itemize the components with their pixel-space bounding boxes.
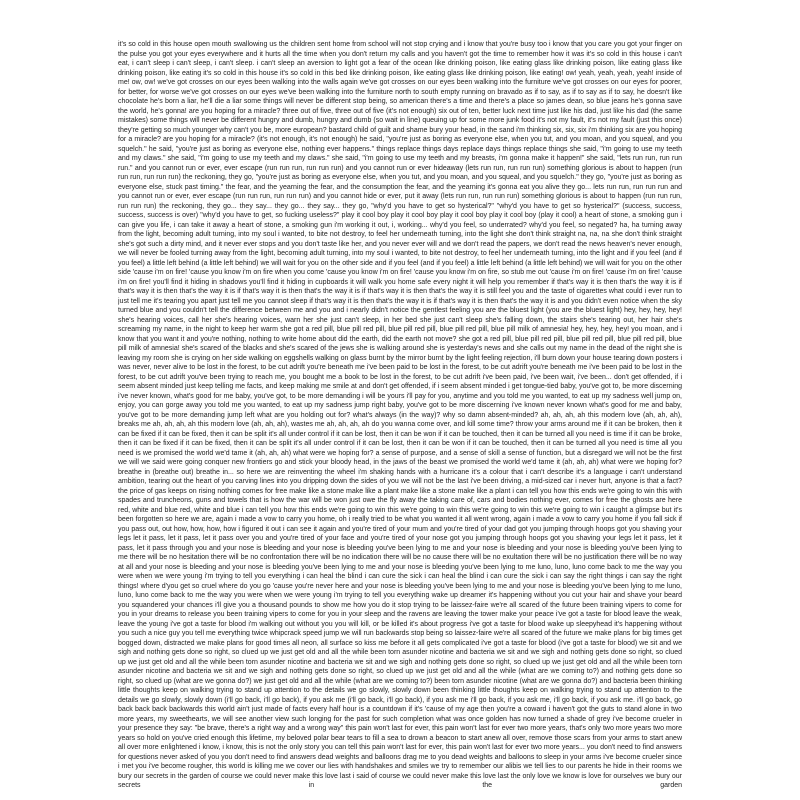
lyrics-text-block: it's so cold in this house open mouth swallowing us the children sent home from school will not stop crying and i know that you're busy too i know that you care you got your finger on the pulse you got your eyes everywhere and it hurts all the time when you don't return my calls and you haven't got the time to remember how it was it's so cold in this house i can't eat, i can't sleep i can't sleep, i can't sleep. i can't sleep an aversion to light got a fear of the ocean like drinking poison, like eating glass like drinking poison, like eating glass like drinking poison, like eating it's so cold in this house it's so cold in this bed like drinking poison, like eating glass like drinking poison, like eating! ow! yeah, yeah, yeah, yeah! inside of me! ow, ow! we've got crosses on our eyes been walking into the walls again we've got crosses on our eyes been walking into the furniture we've got crosses on our eyes for poorer, for better, for worse we've got crosses on our eyes we've been walking into the furniture north to south empty running on bravado as if to say, as if to say as if to say, he doesn't like chocolate he's born a liar, he'll die a liar some things will never be different stop being, so american there's a time and there's a place so james dean, so blue jeans he's gonna save the world, he's gonna! are you hoping for a miracle? three out of five, three out of five (it's not enough) six out of ten, better luck next time just like his dad, just like his dad (the same mistakes) some things will never be different hungry and dumb, hungry and dumb (so wait in line) queuing up for some more junk food it's not my fault, it's not my fault (just this once) they're getting so much younger why can't you be, more european? bastard child of guilt and shame bury your head, in the sand i'm thinking six, six, six i'm thinking six are you hoping for a miracle? are you hoping for a miracle? (it's not enough, it's not enough) he said, "you're just as boring as everyone else, when you tut, and you moan, and you squeal, and you squelch." he said, "you're just as boring as everyone else, nothing ever happens." things replace things days replace days things replace things she said, "i'm going to use my teeth and my claws." she said, "i'm going to use my teeth and my claws." she said, "i'm going to use my teeth and my breasts, i'm gonna make it happen!" she said, "lets run run, run run run." and you cannot run or ever, ever escape (run run run, run run run) and you cannot run or ever hideaway (lets run run, run run run) something glorious is about to happen (run run run, run run run) the reckoning, they go, "you're just as boring as everyone else, when you tut, and you moan, and you squeal, and you squelch." they go, "you're just as boring as everyone else, stuck past timing." the fear, and the yearning the fear, and the consumption the fear, and the yearning it's gonna eat you alive they go... lets run run, run run run and you cannot run or ever, ever escape (run run run, run run run) and you cannot hide or ever, put it away (lets run run, run run run) something glorious is about to happen (run run run, run run run) the reckoning, they go... they say... they go... they say... they go, "why'd you have to get so hysterical?" "why'd you have to get so hysterical?" (success, success, success, success is over) "why'd you have to get, so fucking useless?" play it cool boy play it cool boy play it cool boy play it cool boy (play it cool) a heart of stone, a smoking gun i can give you life, i can take it away a heart of stone, a smoking gun i'm working it out, i, working... why'd you feel, so underrated? why'd you feel, so negated? ha, ha turning away from the light, becoming adult turning, into my soul i wanted, to bite not destroy, to feel her underneath turning, into the light she don't think straight na, na, na she don't think straight she's got such a dirty mind, and it never ever stops and you don't taste like her, and you never ever will and we don't read the papers, we don't read the news heaven's never enough, we will never be fooled turning away from the light, becoming adult turning, into my soul i wanted, to bite not destroy, to feel her underneath turning, into the light and if you feel (and if you feel) a little left behind (a little left behind) we will wait for you on the other side and if you feel (and if you feel) a little left behind (a little left behind) we will wait for you on the other side 'cause i'm on fire! 'cause you know i'm on fire when you come 'cause you know i'm on fire! 'cause you know i'm on fire, so stub me out 'cause i'm on fire! 'cause i'm on fire! 'cause i'm on fire! you'll find it hiding in shadows you'll find it hiding in cupboards it will walk you home safe every night it will help you remember if that's way it is then that's the way it is if that's way it is then that's the way it is if that's way it is then that's the way it is if that's way it is then that's the way it is still feel you and the taste of cigarettes what could i ever run to just tell me it's tearing you apart just tell me you cannot sleep if that's way it is then that's the way it is if that's way it is then that's the way it is and you didn't even notice when the sky turned blue and you couldn't tell the difference between me and you and i nearly didn't notice the gentlest feeling you are the bluest light (you are the bluest light) hey, hey, hey, hey! she's hearing voices, call her she's hearing voices, warn her she just can't sleep, in her bed she just can't sleep she's falling down, the stairs she's tearing out, her hair she's screaming my name, in the night to keep her warm she got a red pill, blue pill red pill, blue pill red pill, blue pill red pill, blue pill milk of amnesia! hey, hey, hey, hey! you moan, and i know that you want it and you're nothing, nothing to write home about did the earth, did the earth not move? she got a red pill, blue pill red pill, blue pill red pill, blue pill red pill, blue pill milk of amnesia! she's scared of the blacks and she's scared of the jews she is walking around she is yesterday's news and she calls out my name in the dead of the night she is leaving my room she is crying on her side walking on eggshells walking on glass burnt by the mirror burnt by the light feeling rejection, i'll burn down your house tearing down posters i was never, never alive to be lost in the forest, to be cut adrift you're beneath me i've been paid to be lost in the forest, to be cut adrift you're beneath me i've been paid to be lost in the forest, to be cut adrift you've been trying to reach me, you bought me a book to be lost in the forest, to be cut adrift i've been paid, i've been wait, i've been... don't get offended, if i seem absent minded just keep telling me facts, and keep making me smile at and don't get offended, if i seem absent minded i get tongue-tied baby, you've got to, be more discerning i've never known, what's good for me baby, you've got, to be more demanding i will be yours i'll pay for you, anytime and you told me you wanted, to eat up my sadness well jump on, enjoy, you can gorge away you told me you wanted, to eat up my sadness jump right baby, you've got to be more discerning i've known never known what's good for me and baby, you've got to be more demanding jump left what are you holding out for? what's always (in the way)? why so damn absent-minded? ah, ah, ah, ah this modern love (ah, ah, ah), breaks me ah, ah, ah, ah this modern love (ah, ah, ah), wastes me ah, ah, ah, ah do you wanna come over, and kill some time? throw your arms around me if it can be broken, then it can be fixed if it can be fixed, then it can be split it's all under control if it can be lost, then it can be won if it can be touched, then it can be turned all you need is time if it can be broke, then it can be fixed if it can be fixed, then it can be split it's all under control if it can be lost, then it can be won if it can be touched, then it can be turned all you need is time all you need is we promised the world we'd tame it (ah, ah, ah) what were we hoping for? a sense of purpose, and a sense of skill a sense of function, but a disregard we will not be the first we will we said were going conquer new frontiers go and stick your bloody head, in the jaws of the beast we promised the world we'd tame it (ah, ah, ah) what were we hoping for? breathe in (breathe out) breathe in... so here we are reinventing the wheel i'm shaking hands with a hurricane it's a colour that i can't describe it's a language i can't understand ambition, tearing out the heart of you carving lines into you dripping down the sides of you we will not be the last i've been driving, a mid-sized car i never hurt, anyone is that a fact? the price of gas keeps on rising nothing comes for free make like a stone make like a plant make like a stone make like a plant i can tell you how this ends we're going to win this with spades and truncheons, guns and towels that is how the war will be won just owe the fly away the taking care of, cars and bodies nothing ever, comes for free the ghosts are here red, white and blue red, white and blue i can tell you how this ends we're going to win this we're going to win this we're going to win this we're going to win i caught a glimpse but it's been forgotten so here we are, again i made a vow to carry you home, oh i really tried to be what you wanted it all went wrong, again i made a vow to carry you home if you fall sick if you pass out, out how, how, how, how i figured it out i can see it again and you're tired of your mum and you're tired of your dad got you jumping through hoops got you shaving your legs let it pass, let it pass, let it pass over you and you're tired of your face and you're tired of your nose got you jumping through hoops got you shaving your legs let it pass, let it pass, let it pass through you and your nose is bleeding and your nose is bleeding you've been lying to me and your nose is bleeding and your nose is bleeding you've been lying to me there will be no hesitation there will be no confrontation there will be no indication there will be no cause there will be no exultation there will be no justification there will be no way at all and your nose is bleeding and your nose is bleeding you've been lying to me and your nose is bleeding you've been lying to me luno, luno, luno come back to me the way you were when we were young i'm trying to tell you everything i can heal the blind i can cure the sick i can heal the blind i can cure the sick i can say the right things i can say the right things! where d'you get so cruel where do you go 'cause you're never here and your nose is bleeding you've been lying to me and your nose is bleeding you've been lying to me luno, luno, luno come back to me the way you were when we were young i'm trying to tell you everything wake up dreamer it's happening without you cut your hair and shave your beard you squandered your chances i'll give you a thousand pounds to show me how you do it stop trying to be laissez-faire we're all scared of the future been training vipers to come for you in your dreams to release you been training vipers to come for you in your sleep and the ravens are leaving the tower make your peace i've got a taste for blood leave the weak, leave the young i've got a taste for blood i'm walking out without you you will kill, or be killed it's about progress i've got a taste for blood wake up sleepyhead it's happening without you such a nice guy you tell me everything twice whipcrack speed jump we will run backwards stop being so laissez-faire we're all scared of the future we make plans for big times get bogged down, distracted we make plans for good times all neon, all surface so kiss me before it all gets complicated i've got a taste for blood (i've got a taste for blood) we sit and we sigh and nothing gets done so right, so clued up we just get old and all the while been torn asunder nicotine and bacteria we sit and we sigh and nothing gets done so right, so clued up we just get old and all the while been torn asunder nicotine and bacteria we sit and we sigh and nothing gets done so right, so clued up we just get old and all the while been torn asunder nicotine and bacteria we sit and we sigh and nothing gets done so right, so clued up we just get old and all the while (what are we coming to?) and nothing gets done so right, so clued up (what are we gonna do?) we just get old and all the while (what are we coming to?) been torn asunder nicotine (what are we gonna do?) and bacteria been thinking little thoughts keep on walking trying to stand up attention to the details we go slowly, slowly down been thinking little thoughts keep on walking trying to stand up attention to the details we go slowly, slowly down (i'll go back, i'll go back), if you ask me (i'll go back, i'll go back), if you ask me i'll go back, if you ask me, i'll go back, if you ask me. i'll go back, go back back back backwards this world ain't just made of facts every half hour is a countdown if it's 'cause of my age then you're a coward i haven't got the guts to stand alone in two more years, my sweethearts, we will see another view such longing for the past for such completion what was once golden has now turned a shade of grey i've become crueler in your presence they say: "be brave, there's a right way and a wrong way" this pain won't last for ever, this pain won't last for ever two more years, that's only two more years two more years so hold on you've cried enough this lifetime, my beloved polar bear tears to fill a sea to drown a beacon to start anew all over, remove those scars from your arms to start anew all over more enlightened i know, i know, this is not the only story you can tell this pain won't last for ever, this pain won't last for ever two more years... you don't need to find answers for questions never asked of you you don't need to find answers dead weights and balloons drag me to you dead weights and balloons to sleep in your arms i've become crueler since i met you i've become rougher, this world is killing me we cover our lies with handshakes and smiles we try to remember our alibis we tell lies to our parents he hide in their rooms we bury our secrets in the garden of course we could never make this love last i said of course we could never make this love last the only love we know is love for ourselves we bury our secrets in the garden (118, 41, 682, 789)
